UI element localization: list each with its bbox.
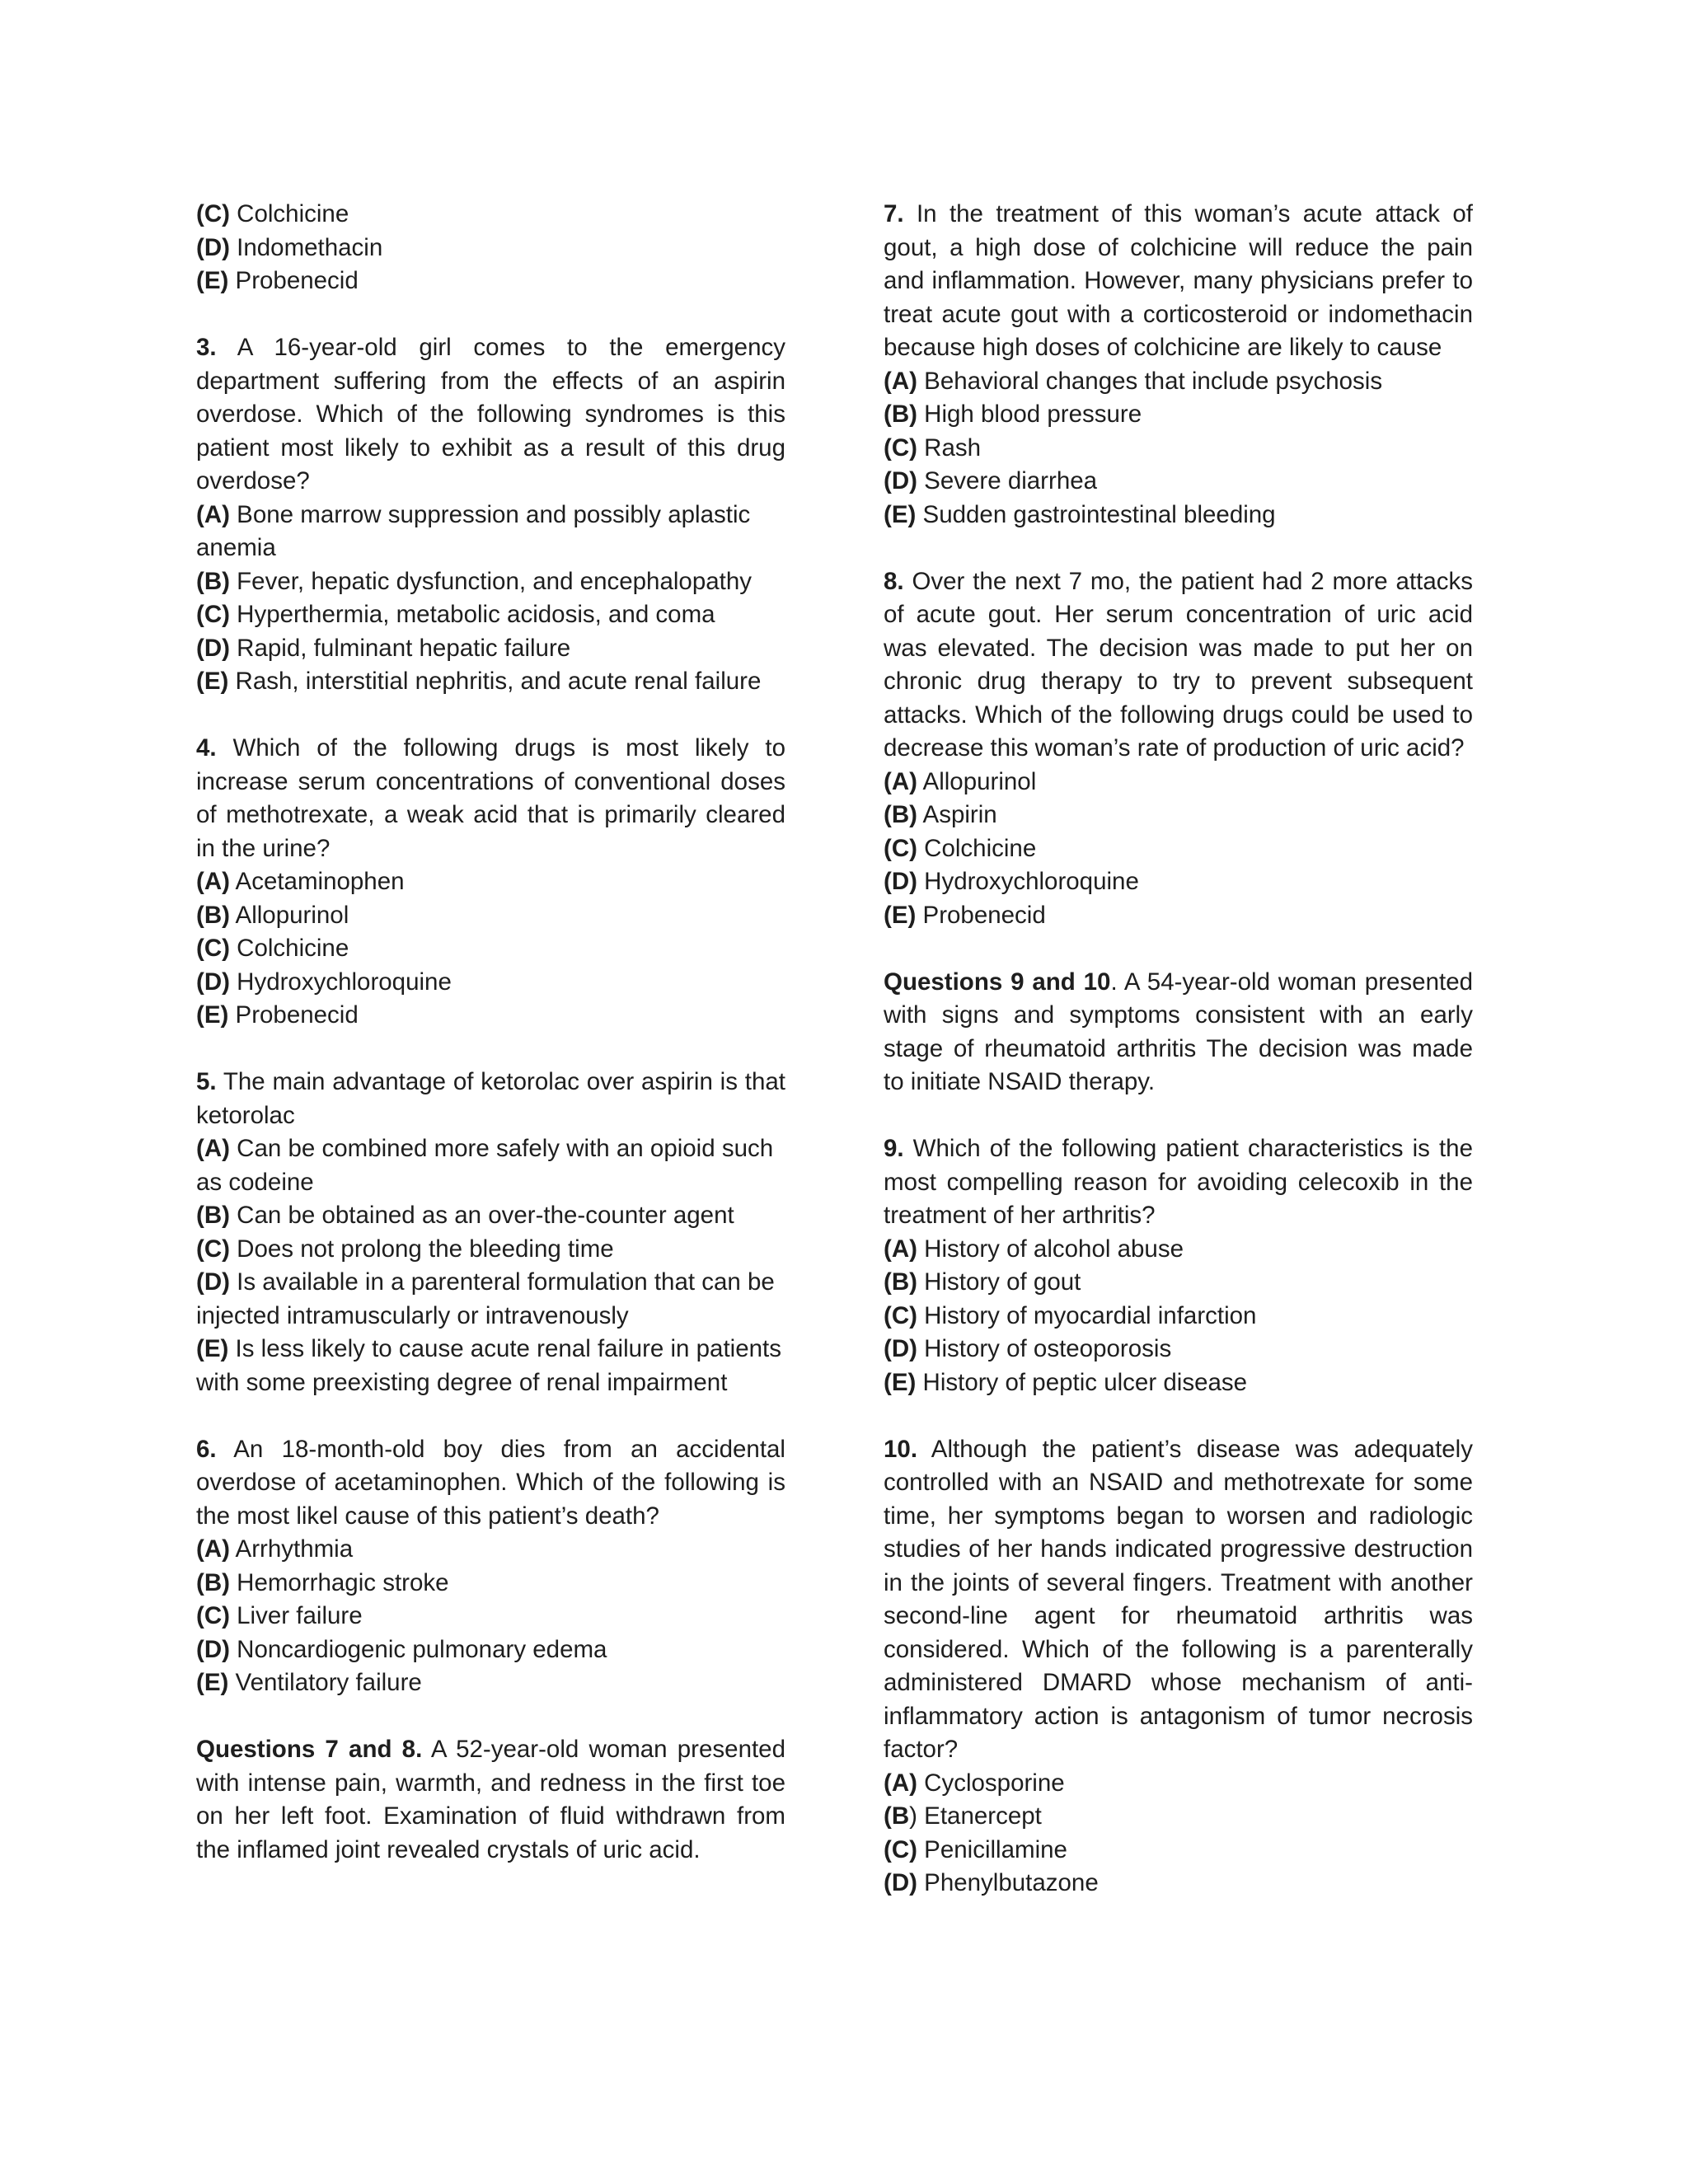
answer-option [196,1567,785,1601]
answer-option [196,1600,785,1633]
option-letter: (C) [884,434,917,462]
question-stem [884,1433,1473,1767]
option-letter: (D) [884,467,917,494]
answer-option [196,1199,785,1233]
option-letter: (A) [884,367,917,395]
option-letter: (A) [884,1235,917,1263]
answer-option [884,365,1473,399]
question-stem [884,198,1473,365]
question-stem [196,1733,785,1867]
answer-option [884,499,1473,532]
option-letter: (A) [196,1135,230,1162]
answer-option [196,198,785,232]
question-number: 5. [196,1068,217,1095]
option-letter: (E) [196,267,229,294]
answer-option [196,232,785,265]
option-letter: (A) [196,868,230,895]
option-letter: (A) [196,500,230,528]
option-letter: (E) [884,1368,917,1396]
answer-option [196,565,785,599]
question-stem [884,1132,1473,1233]
question-stem [196,732,785,865]
question-block [196,1066,785,1399]
question-text: A 16-year-old girl comes to the emergency department suffering from the effects of an aspirin overdose. Which of the following syndromes is this patient most likely to exhibit as a result of this drug overdose? [196,334,785,494]
option-letter: (A) [196,1535,230,1563]
option-text: History of myocardial infarction [917,1301,1257,1329]
option-text: Probenecid [228,1001,359,1029]
option-text: Is available in a parenteral formulation that can be injected intramuscularly or intravenously [196,1268,775,1329]
option-letter: (C) [196,1235,230,1263]
question-block [196,198,785,298]
question-stem [196,1433,785,1534]
option-text: Aspirin [917,801,997,828]
answer-option [196,499,785,565]
option-text: Rapid, fulminant hepatic failure [229,634,571,662]
question-number: 6. [196,1435,217,1463]
option-letter: (D) [196,1268,230,1296]
question-text: Over the next 7 mo, the patient had 2 more attacks of acute gout. Her serum concentration of uric acid was elevated. The decision was made to put her on chronic drug therapy to try to prevent subsequent attacks. Which of the following drugs could be used to decrease this woman’s rate of production of uric acid? [884,567,1473,762]
answer-option [884,865,1473,899]
question-text: An 18-month-old boy dies from an accidental overdose of acetaminophen. Which of the following is the most likel cause of this patient’s death? [196,1435,785,1530]
question-number: 8. [884,567,904,595]
answer-option [196,999,785,1033]
left-column [196,198,785,1900]
question-block [196,331,785,699]
option-text: Fever, hepatic dysfunction, and encephalopathy [229,567,752,595]
option-letter: (B) [196,1568,230,1596]
option-text: Penicillamine [917,1835,1067,1863]
option-text: History of peptic ulcer disease [916,1368,1248,1396]
option-text: Does not prolong the bleeding time [229,1235,614,1263]
question-block [884,1132,1473,1399]
option-letter: (B) [196,901,230,929]
answer-option [196,598,785,632]
option-text: Rash, interstitial nephritis, and acute renal failure [228,668,762,695]
answer-option [196,1233,785,1267]
option-letter: (C) [884,834,917,862]
answer-option [196,1266,785,1333]
option-letter: (D) [196,968,230,996]
option-text: Allopurinol [229,901,349,929]
option-letter: (A) [884,1769,917,1797]
option-text: Phenylbutazone [917,1869,1099,1896]
question-number: Questions 9 and 10 [884,968,1111,996]
option-text: Colchicine [229,935,349,962]
option-text: Ventilatory failure [228,1669,422,1696]
option-text: Is less likely to cause acute renal failure in patients with some preexisting degree of renal impairment [196,1335,781,1396]
option-letter: (A) [884,767,917,795]
option-text: Hydroxychloroquine [917,868,1139,895]
question-block [196,1433,785,1700]
option-letter: (D) [884,1335,917,1362]
option-letter: (C) [196,935,230,962]
option-letter: (D) [884,1869,917,1896]
option-text: Rash [917,434,982,462]
option-letter: (C) [196,1602,230,1629]
question-block [884,198,1473,532]
answer-option [884,1800,1473,1834]
answer-option [196,1633,785,1667]
answer-option [196,899,785,933]
option-letter: (E) [196,1669,229,1696]
option-letter: (D) [884,868,917,895]
question-stem [884,966,1473,1099]
question-stem [196,1066,785,1132]
question-stem [196,331,785,499]
question-text: The main advantage of ketorolac over aspirin is that ketorolac [196,1068,785,1129]
answer-option [884,1266,1473,1300]
option-text: Probenecid [916,901,1046,929]
option-text: Can be combined more safely with an opioid such as codeine [196,1135,774,1196]
option-letter: (D) [196,233,230,261]
option-text: Indomethacin [229,233,383,261]
option-text: Liver failure [229,1602,363,1629]
question-number: 7. [884,200,904,227]
question-number: Questions 7 and 8. [196,1736,423,1763]
option-text: Probenecid [228,267,359,294]
answer-option [196,865,785,899]
answer-option [196,265,785,298]
answer-option [196,1333,785,1399]
option-text: Can be obtained as an over-the-counter agent [229,1202,734,1229]
answer-option [884,465,1473,499]
answer-option [196,1666,785,1700]
question-text: Although the patient’s disease was adequately controlled with an NSAID and methotrexate for some time, her symptoms began to worsen and radiologic studies of her hands indicated progressive destruction in the joints of several fingers. Treatment with another second-line agent for rheumatoid arthritis was considered. Which of the following is a parenterally administered DMARD whose mechanism of anti-inflammatory action is antagonism of tumor necrosis factor? [884,1435,1473,1763]
option-text: Arrhythmia [229,1535,354,1563]
answer-option [884,899,1473,933]
question-text: Which of the following drugs is most likely to increase serum concentrations of conventional doses of methotrexate, a weak acid that is primarily cleared in the urine? [196,734,785,862]
answer-option [196,1533,785,1567]
option-text: High blood pressure [917,401,1142,428]
option-text: ) Etanercept [909,1802,1042,1830]
option-letter: (E) [884,500,917,528]
answer-option [196,932,785,966]
option-text: Hemorrhagic stroke [229,1568,449,1596]
option-text: History of osteoporosis [917,1335,1172,1362]
question-stem [884,565,1473,766]
option-text: Sudden gastrointestinal bleeding [916,500,1276,528]
question-number: 4. [196,734,217,762]
question-number: 9. [884,1135,904,1162]
answer-option [884,398,1473,432]
option-letter: (B) [884,401,917,428]
answer-option [884,1834,1473,1868]
answer-option [884,766,1473,799]
answer-option [196,966,785,1000]
option-letter: (B [884,1802,910,1830]
question-block [196,732,785,1033]
question-text: . A 54-year-old woman presented with signs and symptoms consistent with an early stage of rheumatoid arthritis The decision was made to initiate NSAID therapy. [884,968,1474,1095]
option-letter: (E) [196,1001,229,1029]
option-text: Behavioral changes that include psychosis [917,367,1383,395]
answer-option [196,665,785,699]
option-text: Colchicine [229,200,349,227]
question-block [196,1733,785,1867]
option-letter: (C) [884,1835,917,1863]
option-letter: (B) [196,1202,230,1229]
question-block [884,1433,1473,1900]
option-text: Allopurinol [917,767,1037,795]
answer-option [196,1132,785,1199]
answer-option [884,799,1473,832]
answer-option [884,1867,1473,1900]
question-block [884,966,1473,1099]
answer-option [196,632,785,666]
answer-option [884,1233,1473,1267]
question-text: Which of the following patient characteristics is the most compelling reason for avoiding celecoxib in the treatment of her arthritis? [884,1135,1473,1229]
option-text: Bone marrow suppression and possibly aplastic anemia [196,500,751,561]
option-letter: (E) [196,1335,229,1362]
option-letter: (B) [884,1268,917,1296]
option-text: Acetaminophen [229,868,405,895]
option-text: Hydroxychloroquine [229,968,452,996]
question-number: 3. [196,334,217,361]
option-text: Hyperthermia, metabolic acidosis, and coma [229,601,715,628]
question-number: 10. [884,1435,918,1463]
answer-option [884,1767,1473,1801]
answer-option [884,432,1473,466]
option-letter: (C) [196,200,230,227]
option-text: Cyclosporine [917,1769,1065,1797]
option-letter: (C) [196,601,230,628]
option-text: History of alcohol abuse [917,1235,1184,1263]
option-text: Colchicine [917,834,1037,862]
question-text: A 52-year-old woman presented with intense pain, warmth, and redness in the first toe on her left foot. Examination of fluid withdrawn from the inflamed joint revealed crystals of uric acid. [196,1736,785,1863]
answer-option [884,1333,1473,1366]
right-column [884,198,1473,1933]
option-letter: (E) [884,901,917,929]
option-letter: (D) [196,1635,230,1663]
option-letter: (D) [196,634,230,662]
question-block [884,565,1473,933]
question-text: In the treatment of this woman’s acute attack of gout, a high dose of colchicine will reduce the pain and inflammation. However, many physicians prefer to treat acute gout with a corticosteroid or indomethacin because high doses of colchicine are likely to cause [884,200,1473,361]
answer-option [884,1366,1473,1400]
option-letter: (B) [196,567,230,595]
option-letter: (E) [196,668,229,695]
option-letter: (B) [884,801,917,828]
option-letter: (C) [884,1301,917,1329]
option-text: History of gout [917,1268,1081,1296]
option-text: Severe diarrhea [917,467,1098,494]
answer-option [884,832,1473,866]
answer-option [884,1300,1473,1333]
option-text: Noncardiogenic pulmonary edema [229,1635,607,1663]
